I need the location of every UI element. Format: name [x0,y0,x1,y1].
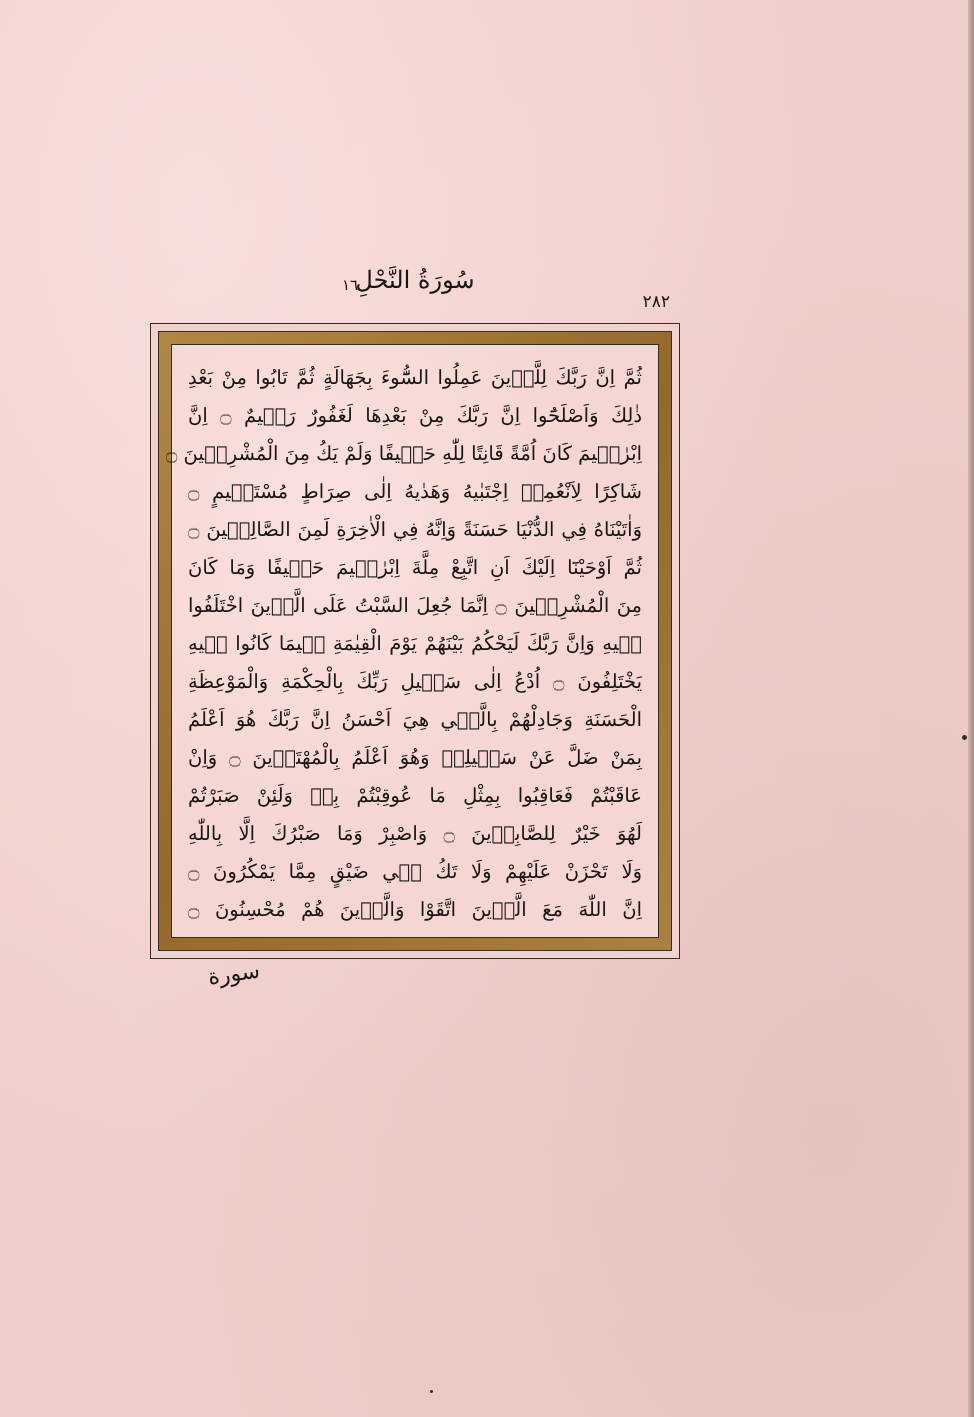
verse-text-block [165,363,643,925]
surah-number: ١٦ [342,276,359,294]
page-edge [968,0,974,1417]
text-frame [150,323,680,959]
text-line: ذٰلِكَ وَاَصْلَحُٓوا اِنَّ رَبَّكَ مِنْ بَعْدِهَا لَغَفُورٌ رَحٖيمٌ ۝ اِنَّ [188,404,643,427]
text-line: اِنَّ اللّٰهَ مَعَ الَّذٖينَ اتَّقَوْا وَالَّذٖينَ هُمْ مُحْسِنُونَ ۝ [188,898,642,921]
catchword: سورة [206,958,262,991]
paper-speck [962,735,967,740]
text-line: الْحَسَنَةِ وَجَادِلْهُمْ بِالَّتٖي هِيَ اَحْسَنُ اِنَّ رَبَّكَ هُوَ اَعْلَمُ [188,708,642,731]
page-number: ٢٨٢ [642,292,670,312]
text-panel [165,344,659,938]
gold-border [158,331,672,951]
page-header [150,262,680,326]
text-line: ثُمَّ اِنَّ رَبَّكَ لِلَّذٖينَ عَمِلُوا السُّٓوءَ بِجَهَالَةٍ ثُمَّ تَابُوا مِنْ بَعْدِ [188,366,642,389]
text-line: يَخْتَلِفُونَ ۝ اُدْعُ اِلٰى سَبٖيلِ رَبِّكَ بِالْحِكْمَةِ وَالْمَوْعِظَةِ [188,670,642,693]
text-line: شَاكِرًا لِاَنْعُمِهٖ اِجْتَبٰيهُ وَهَدٰيهُ اِلٰى صِرَاطٍ مُسْتَقٖيمٍ ۝ [188,480,642,503]
text-line: لَهُوَ خَيْرٌ لِلصَّابِرٖينَ ۝ وَاصْبِرْ وَمَا صَبْرُكَ اِلَّا بِاللّٰهِ [188,822,642,845]
text-line: فٖيهِ وَاِنَّ رَبَّكَ لَيَحْكُمُ بَيْنَهُمْ يَوْمَ الْقِيٰمَةِ فٖيمَا كَانُوا فٖيهِ [188,632,642,655]
surah-title: سُورَةُ النَّحْلِ [355,266,475,294]
text-line: وَاٰتَيْنَاهُ فِي الدُّنْيَا حَسَنَةً وَاِنَّهُ فِي الْاٰخِرَةِ لَمِنَ الصَّالِحٖينَ ۝ [188,518,642,541]
paper-speck [430,1390,433,1393]
text-line: اِبْرٰهٖيمَ كَانَ اُمَّةً قَانِتًا لِلّٰهِ حَنٖيفًا وَلَمْ يَكُ مِنَ الْمُشْرِكٖينَ ۝ [165,442,642,465]
text-line: مِنَ الْمُشْرِكٖينَ ۝ اِنَّمَا جُعِلَ السَّبْتُ عَلَى الَّذٖينَ اخْتَلَفُوا [188,594,643,617]
text-line: بِمَنْ ضَلَّ عَنْ سَبٖيلِهٖ وَهُوَ اَعْلَمُ بِالْمُهْتَدٖينَ ۝ وَاِنْ [188,746,642,769]
text-line: عَاقَبْتُمْ فَعَاقِبُوا بِمِثْلِ مَا عُوقِبْتُمْ بِهٖ وَلَئِنْ صَبَرْتُمْ [188,784,642,807]
text-line: ثُمَّ اَوْحَيْنَٓا اِلَيْكَ اَنِ اتَّبِعْ مِلَّةَ اِبْرٰهٖيمَ حَنٖيفًا وَمَا كَانَ [188,556,642,579]
text-line: وَلَا تَحْزَنْ عَلَيْهِمْ وَلَا تَكُ فٖي ضَيْقٍ مِمَّا يَمْكُرُونَ ۝ [188,860,642,883]
